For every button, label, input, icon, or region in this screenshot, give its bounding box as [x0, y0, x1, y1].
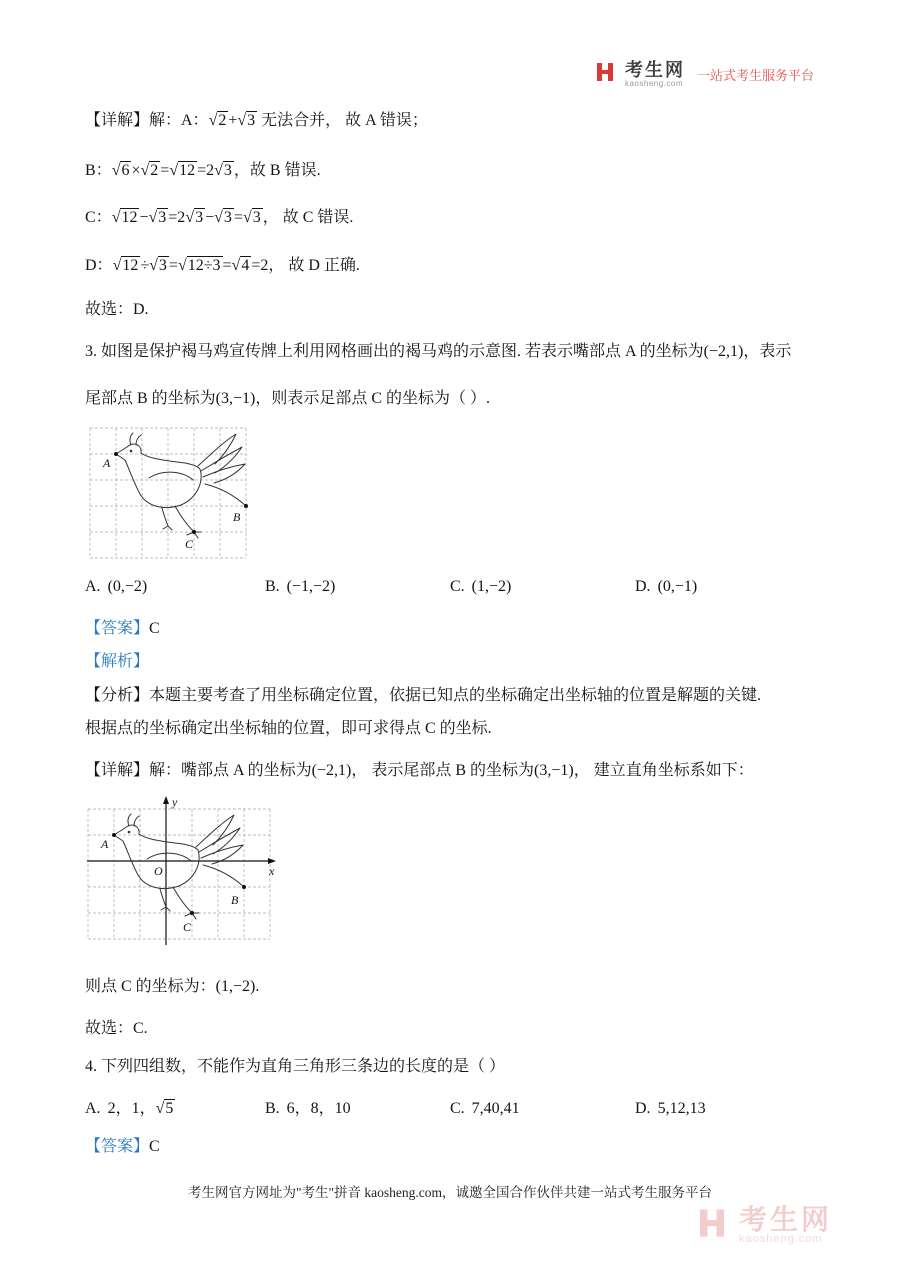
point-c-dot: [190, 911, 194, 915]
leg: [173, 887, 192, 913]
wing: [147, 853, 191, 861]
brand-tagline: 一站式考生服务平台: [696, 68, 814, 83]
sqrt-radical: √3: [185, 209, 204, 226]
solution2-line-d: D：√12 ÷√3 =√12÷3 =√4 =2， 故 D 正确.: [85, 257, 360, 274]
sqrt-radical: √12: [169, 162, 196, 179]
answer-value: C: [149, 1138, 160, 1155]
sqrt-radical: √3: [214, 209, 232, 226]
question3-stem-line2: 尾部点 B 的坐标为(3,−1)，则表示足部点 C 的坐标为（ ）.: [85, 390, 491, 407]
brand-name: 考生网: [624, 59, 685, 80]
pheasant-grid-figure: [85, 420, 251, 568]
leg: [160, 889, 170, 911]
sqrt-radical: √3: [149, 257, 167, 274]
q4-option-a: A. 2，1，√5: [85, 1100, 174, 1117]
eye: [130, 450, 133, 453]
point-b-label: B: [233, 510, 241, 524]
point-b-dot: [244, 504, 248, 508]
leg: [175, 506, 194, 532]
sqrt-radical: √6: [111, 162, 130, 179]
crest: [128, 814, 139, 826]
q4-option-b: B. 6，8，10: [265, 1100, 351, 1117]
sqrt-radical: √12: [111, 209, 138, 226]
grid-lines: [90, 428, 246, 558]
tail-lower: [203, 865, 244, 887]
pheasant-drawing: [114, 814, 244, 919]
leg: [162, 508, 172, 530]
point-a-label: A: [101, 837, 109, 851]
q3-analysis-line1: 【分析】本题主要考查了用坐标确定位置，依据已知点的坐标确定出坐标轴的位置是解题的关键.: [85, 687, 762, 704]
answer-badge: 【答案】: [85, 1138, 150, 1155]
axes: [87, 796, 276, 945]
pheasant-axes-figure: [83, 795, 279, 959]
sqrt-radical: √2: [140, 162, 159, 179]
q3-option-a: A. (0,−2): [85, 578, 148, 595]
point-b-label: B: [231, 893, 239, 907]
q3-conclusion: 故选：C.: [85, 1020, 148, 1037]
answer-value: C: [149, 620, 160, 637]
point-a-label: A: [103, 456, 111, 470]
site-header: [593, 60, 814, 89]
solution2-conclusion: 故选：D.: [85, 301, 149, 318]
point-a-dot: [112, 833, 116, 837]
brand-block: [625, 61, 685, 88]
solution2-line-b: B：√6 ×√2 =√12 =2√3 ，故 B 错误.: [85, 162, 321, 179]
q3-detail-line: 【详解】解：嘴部点 A 的坐标为(−2,1)， 表示尾部点 B 的坐标为(3,−1)， 建立直角坐标系如下：: [85, 762, 754, 779]
q3-option-d: D. (0,−1): [635, 578, 698, 595]
point-c-dot: [192, 530, 196, 534]
watermark-brand: 考生网: [738, 1204, 832, 1236]
q3-analysis-badge: 【解析】: [85, 653, 150, 670]
wing: [149, 472, 193, 480]
tail-feather: [201, 447, 242, 473]
solution2-line-c: C：√12 −√3 =2√3 −√3 =√3 ， 故 C 错误.: [85, 209, 354, 226]
point-b-dot: [242, 885, 246, 889]
solution2-line-a: 【详解】解：A：√2 +√3 无法合并， 故 A 错误；: [85, 112, 428, 129]
q3-option-b: B. (−1,−2): [265, 578, 336, 595]
sqrt-radical: √3: [214, 162, 232, 179]
q3-option-c: C. (1,−2): [450, 578, 512, 595]
sqrt-radical: √2: [208, 112, 227, 129]
q4-option-c: C. 7,40,41: [450, 1100, 520, 1117]
kaosheng-logo-icon: [694, 1205, 730, 1246]
question3-stem-line1: 3. 如图是保护褐马鸡宣传牌上利用网格画出的褐马鸡的示意图. 若表示嘴部点 A 的坐标为(−2,1)，表示: [85, 343, 792, 360]
sqrt-radical: √12÷3: [177, 257, 221, 274]
watermark: [694, 1205, 832, 1246]
pheasant-drawing: [116, 433, 246, 538]
brand-domain: kaosheng.com: [624, 78, 684, 88]
sqrt-radical: √4: [231, 257, 250, 274]
kaosheng-logo-icon: [593, 60, 617, 89]
sqrt-radical: √3: [237, 112, 256, 129]
sqrt-radical: √5: [155, 1100, 174, 1117]
sqrt-radical: √3: [148, 209, 167, 226]
watermark-domain: kaosheng.com: [738, 1233, 823, 1246]
sqrt-radical: √3: [242, 209, 261, 226]
eye: [128, 831, 131, 834]
sqrt-radical: √12: [112, 257, 139, 274]
point-c-label: C: [185, 537, 194, 551]
grid-lines: [88, 809, 270, 939]
q3-analysis-line2: 根据点的坐标确定出坐标轴的位置，即可求得点 C 的坐标.: [85, 720, 492, 737]
question4-stem: 4. 下列四组数，不能作为直角三角形三条边的长度的是（ ）: [85, 1058, 506, 1075]
q4-option-d: D. 5,12,13: [635, 1100, 706, 1117]
crest: [130, 433, 141, 445]
point-c-label: C: [183, 920, 192, 934]
point-a-dot: [114, 452, 118, 456]
footer-text: 考生网官方网址为"考生"拼音 kaosheng.com，诚邀全国合作伙伴共建一站式考生服务平台: [187, 1185, 712, 1200]
tail-lower: [205, 484, 246, 506]
origin-label: O: [154, 864, 163, 878]
tail-feather: [199, 828, 240, 854]
q3-answer-line: [85, 618, 160, 640]
q3-result-line: 则点 C 的坐标为：(1,−2).: [85, 978, 260, 995]
q4-answer-line: [85, 1136, 160, 1158]
x-axis-label: x: [269, 864, 275, 878]
y-axis-label: y: [172, 795, 178, 809]
y-axis-arrow: [163, 796, 169, 804]
answer-badge: 【答案】: [85, 620, 150, 637]
